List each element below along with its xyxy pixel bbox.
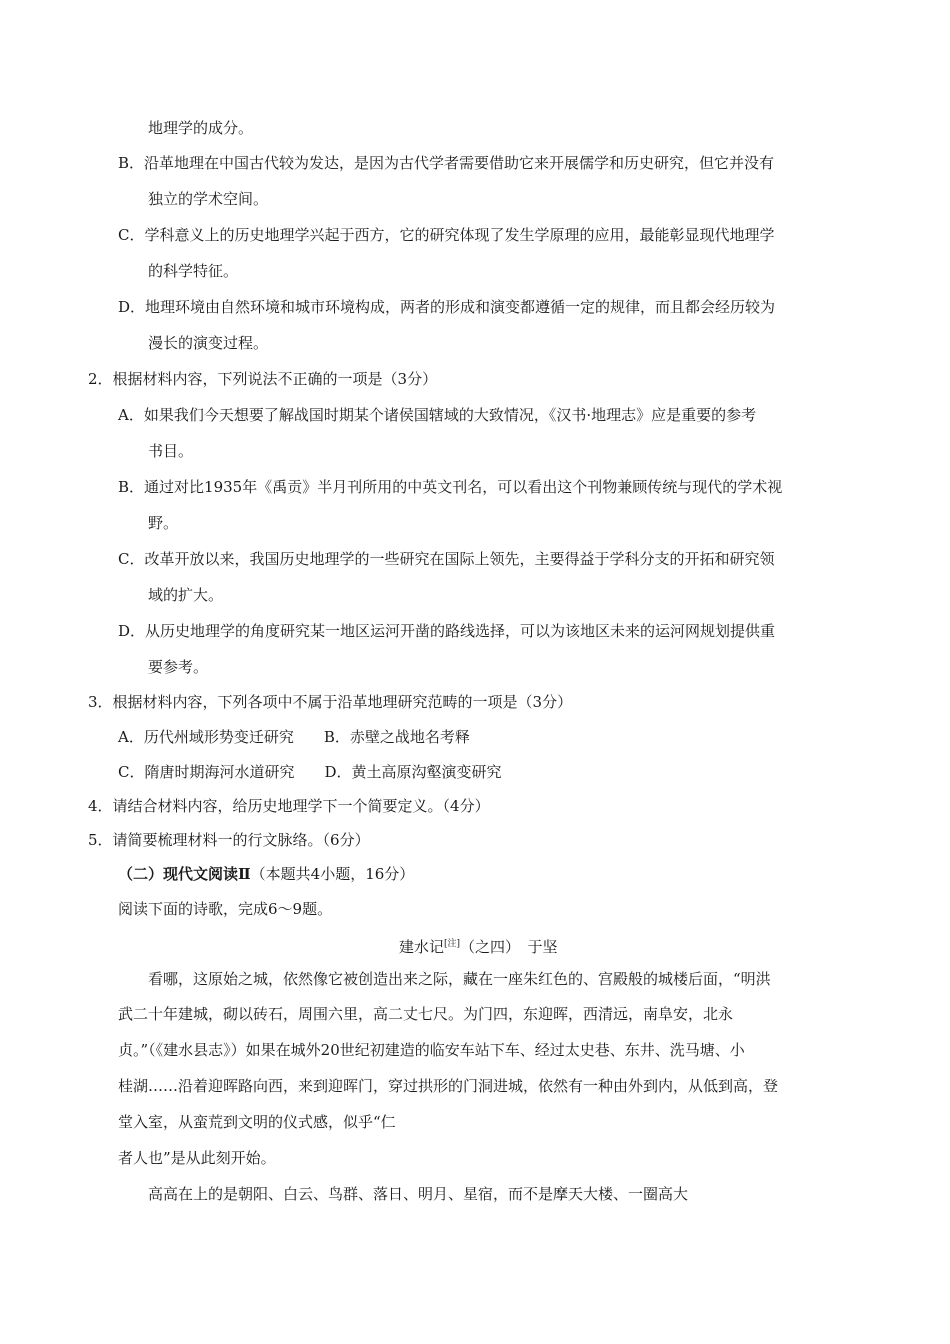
q3-stem: 3．根据材料内容，下列各项中不属于沿革地理研究范畴的一项是（3分） (88, 693, 573, 711)
section-heading (118, 864, 414, 884)
q1-option-b-cont: 独立的学术空间。 (148, 190, 269, 208)
q3-options-row1 (118, 727, 470, 747)
q2-option-d: D．从历史地理学的角度研究某一地区运河开凿的路线选择，可以为该地区未来的运河网规划提供重 (118, 622, 776, 640)
poem-note-mark: [注] (444, 939, 461, 949)
q1-option-b: B．沿革地理在中国古代较为发达，是因为古代学者需要借助它来开展儒学和历史研究，但它并没有 (118, 154, 775, 172)
q2-option-a-cont: 书目。 (148, 442, 194, 460)
q1-option-a-tail: 地理学的成分。 (148, 119, 254, 137)
q1-option-c-cont: 的科学特征。 (148, 262, 239, 280)
poem-p1-line5: 堂入室，从蛮荒到文明的仪式感，似乎“仁 (118, 1113, 396, 1131)
poem-title-text: 建水记 (399, 938, 445, 956)
q2-option-c: C．改革开放以来，我国历史地理学的一些研究在国际上领先，主要得益于学科分支的开拓和研究领 (118, 550, 775, 568)
q2-stem: 2．根据材料内容，下列说法不正确的一项是（3分） (88, 370, 438, 388)
poem-p1-line1: 看哪，这原始之城，依然像它被创造出来之际，藏在一座朱红色的、宫殿般的城楼后面，“明洪 (148, 970, 771, 988)
section-note: （本题共4小题，16分） (250, 865, 415, 883)
q2-option-d-cont: 要参考。 (148, 658, 209, 676)
poem-p2-line1: 高高在上的是朝阳、白云、鸟群、落日、明月、星宿，而不是摩天大楼、一圈高大 (148, 1185, 689, 1203)
q1-option-d: D．地理环境由自然环境和城市环境构成，两者的形成和演变都遵循一定的规律，而且都会经历较为 (118, 298, 776, 316)
q1-option-d-cont: 漫长的演变过程。 (148, 334, 269, 352)
q1-option-c: C．学科意义上的历史地理学兴起于西方，它的研究体现了发生学原理的应用，最能彰显现代地理学 (118, 226, 775, 244)
poem-p1-line2: 武二十年建城，砌以砖石，周围六里，高二丈七尺。为门四，东迎晖，西清远，南阜安，北永 (118, 1005, 734, 1023)
q3-option-a: A．历代州域形势变迁研究 (118, 728, 294, 746)
q2-option-a: A．如果我们今天想要了解战国时期某个诸侯国辖域的大致情况，《汉书·地理志》应是重要的参考 (118, 406, 757, 424)
q2-option-b-cont: 野。 (148, 514, 179, 532)
poem-title-author: （之四） 于坚 (460, 938, 558, 956)
q3-options-row2 (118, 762, 502, 782)
poem-p1-line3: 贞。”（《建水县志》）如果在城外20世纪初建造的临安车站下车、经过太史巷、东井、洗马塘、小 (118, 1041, 745, 1059)
q2-option-b: B．通过对比1935年《禹贡》半月刊所用的中英文刊名，可以看出这个刊物兼顾传统与现代的学术视 (118, 478, 783, 496)
section-title: （二）现代文阅读Ⅱ (118, 865, 251, 883)
section-instruction: 阅读下面的诗歌，完成6～9题。 (118, 900, 333, 918)
q3-option-d: D．黄土高原沟壑演变研究 (324, 763, 502, 781)
q3-option-c: C．隋唐时期海河水道研究 (118, 763, 295, 781)
q4-stem: 4．请结合材料内容，给历史地理学下一个简要定义。（4分） (88, 797, 490, 815)
poem-title (399, 934, 558, 957)
poem-p1-line6: 者人也”是从此刻开始。 (118, 1149, 276, 1167)
q3-option-b: B．赤壁之战地名考释 (323, 728, 470, 746)
q5-stem: 5．请简要梳理材料一的行文脉络。（6分） (88, 831, 370, 849)
poem-p1-line4: 桂湖……沿着迎晖路向西，来到迎晖门，穿过拱形的门洞进城，依然有一种由外到内，从低到高，登 (118, 1077, 779, 1095)
q2-option-c-cont: 域的扩大。 (148, 586, 224, 604)
